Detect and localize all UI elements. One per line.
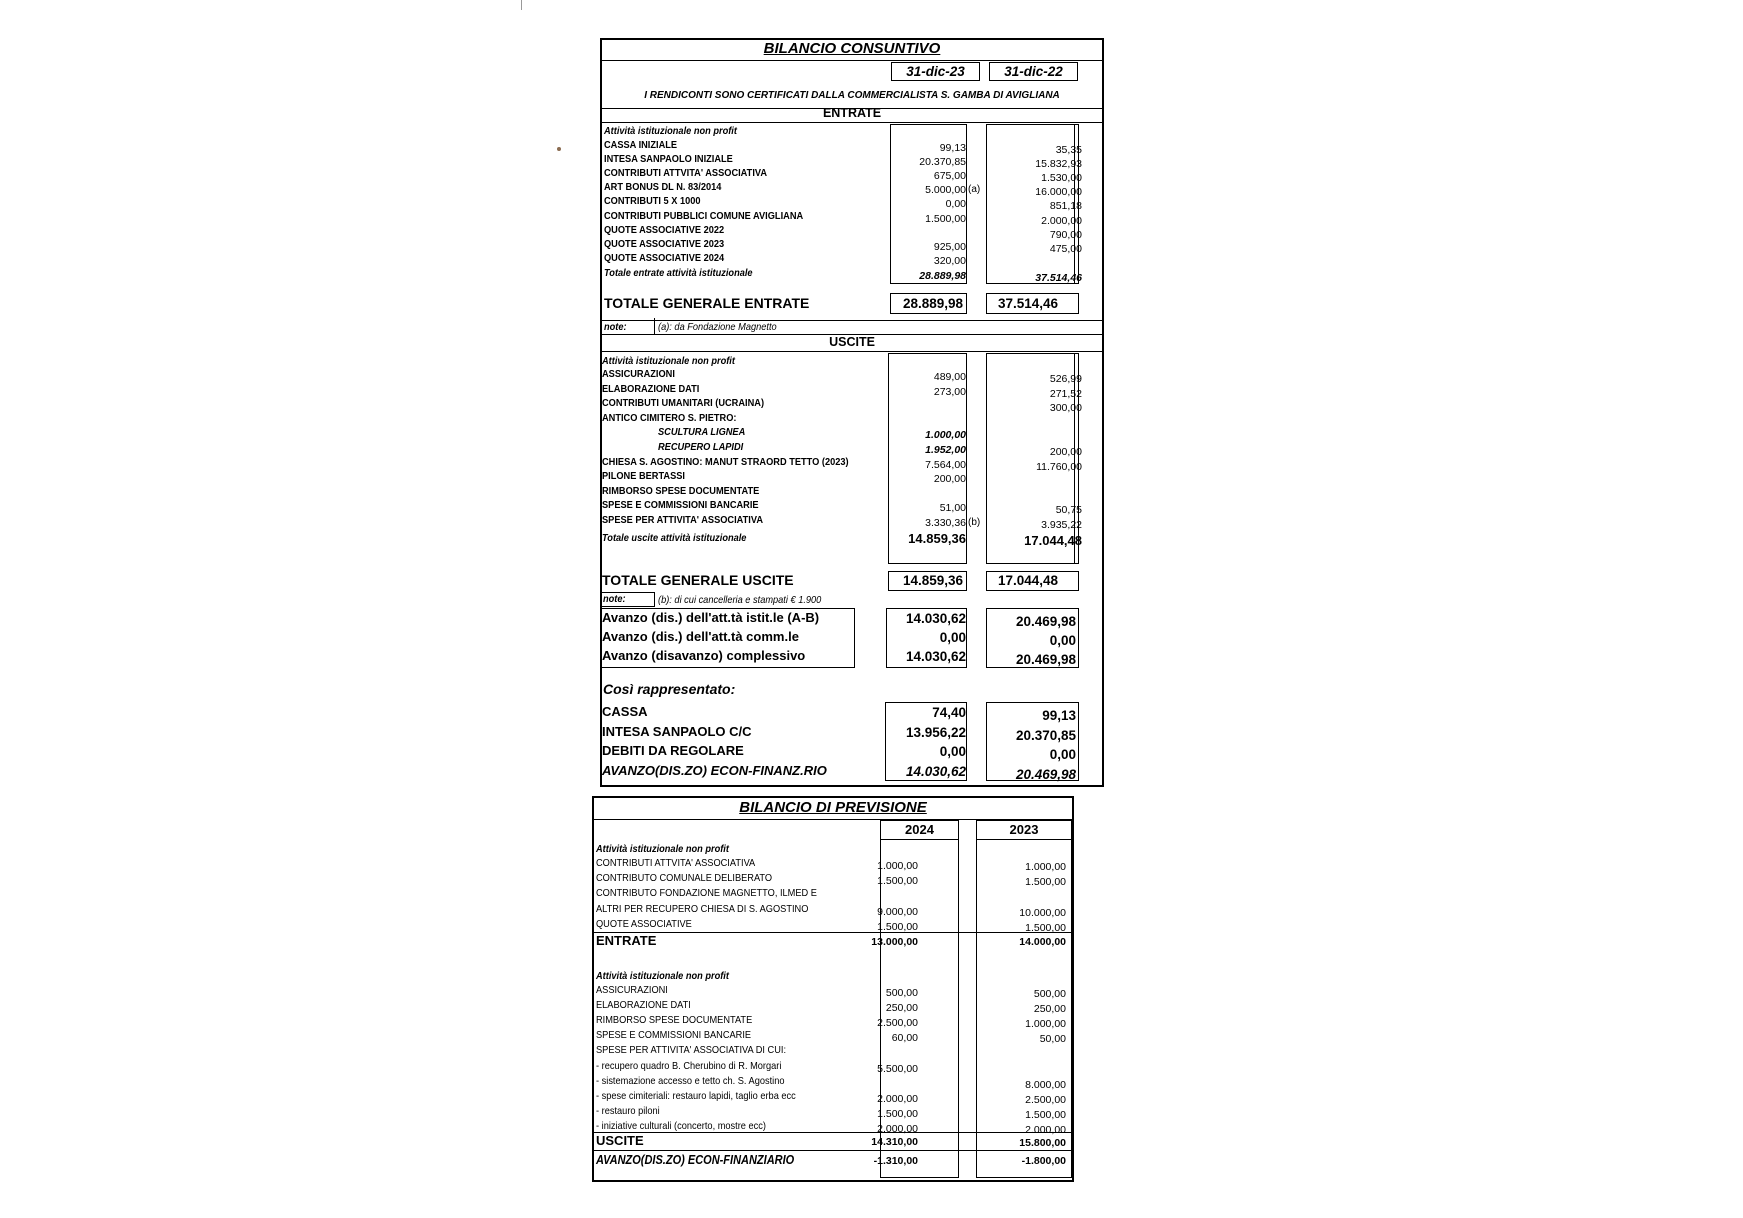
uscite-total-label: Totale uscite attività istituzionale <box>602 532 747 544</box>
uscite-total-row <box>602 530 1102 548</box>
entrate-row-2022: 1.530,00 <box>1041 172 1082 185</box>
totale-entrate-2023: 28.889,98 <box>902 296 963 311</box>
previsione-uscite-row <box>594 999 1072 1014</box>
previsione-entrate-b: 1.500,00 <box>1025 921 1066 934</box>
avanzo-row-2022: 0,00 <box>1049 633 1076 648</box>
rappresentato-row <box>602 724 1102 743</box>
uscite-total-2022: 17.044,48 <box>1024 533 1082 548</box>
uscite-total-2023: 14.859,36 <box>908 531 966 546</box>
previsione-uscite-row <box>594 1029 1072 1044</box>
totale-uscite-2022-box <box>986 571 1079 591</box>
previsione-uscite-row <box>594 1075 1072 1090</box>
entrate-row-label: QUOTE ASSOCIATIVE 2024 <box>604 251 725 264</box>
totale-generale-entrate-label: TOTALE GENERALE ENTRATE <box>604 295 810 311</box>
entrate-row-2022: 790,00 <box>1049 228 1082 241</box>
uscite-row-2022: 50,75 <box>1055 504 1082 517</box>
avanzo-row-2022: 20.469,98 <box>1015 652 1076 667</box>
uscite-row-2023: 489,00 <box>933 371 966 383</box>
totale-generale-uscite-label: TOTALE GENERALE USCITE <box>602 572 794 588</box>
entrate-row-2022: 475,00 <box>1049 242 1082 255</box>
avanzo-row-label: Avanzo (dis.) dell'att.tà comm.le <box>602 629 799 644</box>
date-2022: 31-dic-22 <box>1004 64 1063 79</box>
previsione-entrate-total-row <box>594 933 1072 951</box>
avanzo-row <box>602 648 1102 667</box>
avanzo-row-2023: 14.030,62 <box>905 649 966 664</box>
uscite-row-2023: 1.000,00 <box>925 429 966 442</box>
avanzo-row <box>602 610 1102 629</box>
previsione-uscite-row <box>594 1014 1072 1029</box>
previsione-uscite-b: 1.500,00 <box>1025 1108 1066 1121</box>
previsione-uscite-row <box>594 1060 1072 1075</box>
uscite-row-label: ELABORAZIONE DATI <box>602 382 700 395</box>
entrate-total-2022: 37.514,46 <box>1035 272 1082 284</box>
previsione-uscite-a: 500,00 <box>885 987 918 999</box>
entrate-row <box>602 238 1102 253</box>
rappresentato-row <box>602 763 1102 782</box>
totale-uscite-2023: 14.859,36 <box>902 573 963 588</box>
previsione-uscite-b: 8.000,00 <box>1025 1078 1066 1091</box>
uscite-row-2022: 200,00 <box>1049 446 1082 458</box>
entrate-section-label: Attività istituzionale non profit <box>604 125 737 137</box>
entrate-total-label: Totale entrate attività istituzionale <box>604 267 753 279</box>
entrate-row <box>602 252 1102 267</box>
entrate-row-label: QUOTE ASSOCIATIVE 2022 <box>604 223 725 236</box>
previsione-uscite-label: - recupero quadro B. Cherubino di R. Morgari <box>596 1059 782 1072</box>
previsione-uscite-row <box>594 1090 1072 1105</box>
previsione-uscite-label: - sistemazione accesso e tetto ch. S. Agostino <box>596 1074 785 1087</box>
date-2022-box <box>989 62 1078 81</box>
previsione-uscite-label: - spese cimiteriali: restauro lapidi, taglio erba ecc <box>596 1089 796 1102</box>
rappresentato-row-2022: 20.370,85 <box>1015 727 1076 743</box>
totale-entrate-2023-box <box>890 293 967 314</box>
previsione-entrate-section: Attività istituzionale non profit <box>596 843 729 855</box>
previsione-entrate-label: CONTRIBUTI ATTVITA' ASSOCIATIVA <box>596 857 756 869</box>
previsione-uscite-a: 5.500,00 <box>877 1062 918 1075</box>
uscite-row <box>602 514 1102 529</box>
entrate-row-2023: 5.000,00 <box>925 184 966 197</box>
previsione-uscite-section: Attività istituzionale non profit <box>596 970 729 982</box>
uscite-row-label: RECUPERO LAPIDI <box>658 441 744 453</box>
uscite-row-2023: 1.952,00 <box>925 444 966 456</box>
uscite-row-label: CONTRIBUTI UMANITARI (UCRAINA) <box>602 397 765 410</box>
uscite-row <box>602 441 1102 456</box>
uscite-note-text: (b): di cui cancelleria e stampati € 1.900 <box>658 594 822 606</box>
rappresentato-row-2023: 13.956,22 <box>905 724 966 740</box>
entrate-row-label: CONTRIBUTI PUBBLICI COMUNE AVIGLIANA <box>604 209 804 222</box>
previsione-uscite-label: - iniziative culturali (concerto, mostre ecc) <box>596 1119 766 1132</box>
entrate-row <box>602 153 1102 171</box>
uscite-row-2022: 271,52 <box>1049 387 1082 400</box>
previsione-uscite-total-a: 14.310,00 <box>871 1136 918 1148</box>
uscite-row-2022: 526,99 <box>1049 373 1082 385</box>
uscite-row-2023: 200,00 <box>933 473 966 486</box>
uscite-row-mark: (b) <box>968 517 981 528</box>
previsione-entrate-row <box>594 903 1072 918</box>
entrate-row-2022: 851,18 <box>1049 200 1082 213</box>
previsione-uscite-a: 2.500,00 <box>877 1017 918 1030</box>
uscite-row <box>602 470 1102 485</box>
previsione-title: BILANCIO DI PREVISIONE <box>739 799 927 816</box>
previsione-uscite-total-label: USCITE <box>596 1133 644 1148</box>
avanzo-row <box>602 629 1102 648</box>
year-2023: 2023 <box>1009 822 1039 837</box>
entrate-header: ENTRATE <box>822 106 882 120</box>
previsione-uscite-a: 60,00 <box>891 1032 918 1045</box>
previsione-entrate-a: 1.000,00 <box>877 860 918 872</box>
uscite-row <box>602 499 1102 517</box>
previsione-uscite-label: ELABORAZIONE DATI <box>596 999 691 1012</box>
entrate-row-2023: 0,00 <box>945 198 966 211</box>
previsione-uscite-a: 2.000,00 <box>877 1092 918 1105</box>
uscite-row <box>602 456 1102 471</box>
uscite-row-label: PILONE BERTASSI <box>602 470 686 483</box>
entrate-row-2023: 320,00 <box>933 254 966 267</box>
uscite-row-label: ANTICO CIMITERO S. PIETRO: <box>602 411 737 424</box>
previsione-uscite-b: 1.000,00 <box>1025 1018 1066 1031</box>
entrate-row <box>602 210 1102 225</box>
uscite-note-label: note: <box>603 593 626 605</box>
uscite-row-label: ASSICURAZIONI <box>602 368 675 380</box>
previsione-uscite-b: 2.500,00 <box>1025 1093 1066 1106</box>
uscite-row <box>602 426 1102 441</box>
entrate-note-text: (a): da Fondazione Magnetto <box>658 321 777 333</box>
entrate-row-label: CONTRIBUTI 5 X 1000 <box>604 195 701 208</box>
date-2023-box <box>891 62 980 81</box>
previsione-entrate-label: QUOTE ASSOCIATIVE <box>596 917 692 930</box>
avanzo-row-label: Avanzo (dis.) dell'att.tà istit.le (A-B) <box>602 610 820 625</box>
uscite-row <box>602 383 1102 398</box>
date-2023: 31-dic-23 <box>906 64 965 79</box>
entrate-row-2022: 16.000,00 <box>1035 186 1082 199</box>
previsione-uscite-total-b: 15.800,00 <box>1019 1137 1066 1149</box>
previsione-uscite-label: SPESE E COMMISSIONI BANCARIE <box>596 1029 752 1042</box>
previsione-entrate-row <box>594 887 1072 902</box>
previsione-avanzo-row <box>594 1153 1072 1171</box>
previsione-uscite-row <box>594 1105 1072 1120</box>
entrate-row-label: INTESA SANPAOLO INIZIALE <box>604 153 733 166</box>
avanzo-row-2023: 0,00 <box>939 630 966 645</box>
entrate-total-2023: 28.889,98 <box>919 270 966 282</box>
uscite-row-2022: 300,00 <box>1049 402 1082 415</box>
entrate-row-2022: 2.000,00 <box>1041 214 1082 227</box>
entrate-row-2023: 925,00 <box>933 240 966 253</box>
previsione-avanzo-b: -1.800,00 <box>1021 1155 1066 1167</box>
entrate-row-label: CONTRIBUTI ATTVITA' ASSOCIATIVA <box>604 167 768 180</box>
previsione-uscite-total-row <box>594 1133 1072 1150</box>
avanzo-row-label: Avanzo (disavanzo) complessivo <box>602 648 806 663</box>
previsione-uscite-a: 1.500,00 <box>877 1107 918 1120</box>
uscite-row <box>602 397 1102 415</box>
uscite-row-label: CHIESA S. AGOSTINO: MANUT STRAORD TETTO (2023) <box>602 455 849 468</box>
previsione-entrate-a: 1.500,00 <box>877 875 918 888</box>
uscite-row-2022: 3.935,22 <box>1041 519 1082 531</box>
previsione-uscite-a: 2.000,00 <box>877 1122 918 1135</box>
year-2024: 2024 <box>905 822 934 837</box>
uscite-row-2023: 7.564,00 <box>925 458 966 471</box>
rappresentato-row-2022: 0,00 <box>1049 747 1076 762</box>
entrate-row-label: QUOTE ASSOCIATIVE 2023 <box>604 237 725 250</box>
previsione-avanzo-label: AVANZO(DIS.ZO) ECON-FINANZIARIO <box>596 1153 795 1167</box>
uscite-header: USCITE <box>829 335 875 349</box>
rappresentato-row-label: AVANZO(DIS.ZO) ECON-FINANZ.RIO <box>602 762 827 778</box>
previsione-entrate-b: 10.000,00 <box>1019 906 1066 919</box>
previsione-entrate-label: ALTRI PER RECUPERO CHIESA DI S. AGOSTINO <box>596 902 809 915</box>
rappresentato-row-2023: 74,40 <box>932 705 966 720</box>
entrate-row <box>602 224 1102 239</box>
previsione-entrate-a: 1.500,00 <box>877 920 918 933</box>
uscite-row-2022: 11.760,00 <box>1036 460 1082 473</box>
previsione-entrate-label: CONTRIBUTO FONDAZIONE MAGNETTO, ILMED E <box>596 887 817 900</box>
previsione-uscite-row <box>594 1044 1072 1059</box>
entrate-row-2023: 99,13 <box>939 142 966 154</box>
entrate-row <box>602 167 1102 185</box>
entrate-note-label: note: <box>604 321 627 333</box>
rappresentato-row-label: CASSA <box>602 704 648 719</box>
entrate-row-2023: 1.500,00 <box>925 212 966 225</box>
rappresentato-row-2023: 14.030,62 <box>905 763 966 779</box>
previsione-uscite-label: ASSICURAZIONI <box>596 984 668 996</box>
uscite-row <box>602 485 1102 500</box>
previsione-entrate-b: 1.000,00 <box>1025 861 1066 873</box>
totale-entrate-2022: 37.514,46 <box>997 296 1058 311</box>
totale-uscite-2022: 17.044,48 <box>997 573 1058 588</box>
entrate-total-row <box>602 267 1102 282</box>
rappresentato-row <box>602 704 1102 723</box>
uscite-row-label: SCULTURA LIGNEA <box>658 426 746 439</box>
previsione-uscite-b: 250,00 <box>1033 1003 1066 1016</box>
consuntivo-title: BILANCIO CONSUNTIVO <box>763 40 941 57</box>
entrate-row-2023: 675,00 <box>933 170 966 183</box>
bilancio-previsione-sheet <box>592 796 1074 1182</box>
rappresentato-row-2023: 0,00 <box>939 744 966 759</box>
entrate-row-2022: 15.832,93 <box>1035 158 1082 171</box>
rappresentato-row-label: DEBITI DA REGOLARE <box>602 743 744 758</box>
previsione-uscite-label: RIMBORSO SPESE DOCUMENTATE <box>596 1014 753 1027</box>
previsione-uscite-b: 500,00 <box>1033 988 1066 1000</box>
uscite-row-2023: 51,00 <box>939 502 966 515</box>
previsione-uscite-b: 50,00 <box>1039 1033 1066 1046</box>
uscite-row-label: SPESE E COMMISSIONI BANCARIE <box>602 499 759 512</box>
uscite-row-label: RIMBORSO SPESE DOCUMENTATE <box>602 484 760 497</box>
uscite-row-2023: 273,00 <box>933 385 966 398</box>
previsione-uscite-row <box>594 984 1072 999</box>
previsione-entrate-total-b: 14.000,00 <box>1019 936 1066 948</box>
uscite-section-label: Attività istituzionale non profit <box>602 355 735 367</box>
previsione-entrate-total-a: 13.000,00 <box>871 936 918 948</box>
entrate-row <box>602 181 1102 199</box>
certification-note: I RENDICONTI SONO CERTIFICATI DALLA COMMERCIALISTA S. GAMBA DI AVIGLIANA <box>644 90 1060 101</box>
entrate-row-label: ART BONUS DL N. 83/2014 <box>604 181 722 194</box>
previsione-entrate-label: CONTRIBUTO COMUNALE DELIBERATO <box>596 872 773 885</box>
rappresentato-header: Così rappresentato: <box>603 681 736 697</box>
avanzo-row-2022: 20.469,98 <box>1015 614 1076 629</box>
uscite-row <box>602 368 1102 383</box>
rappresentato-row-2022: 20.469,98 <box>1015 766 1076 782</box>
entrate-row-label: CASSA INIZIALE <box>604 139 678 151</box>
totale-entrate-2022-box <box>986 293 1079 314</box>
scan-speck <box>557 147 561 151</box>
previsione-entrate-a: 9.000,00 <box>877 905 918 918</box>
scan-mark <box>521 0 522 10</box>
totale-uscite-2023-box <box>888 571 967 591</box>
previsione-entrate-total-label: ENTRATE <box>596 933 657 948</box>
rappresentato-row-2022: 99,13 <box>1042 708 1076 723</box>
previsione-entrate-row <box>594 857 1072 872</box>
uscite-row-label: SPESE PER ATTIVITA' ASSOCIATIVA <box>602 514 764 526</box>
previsione-uscite-label: SPESE PER ATTIVITA' ASSOCIATIVA DI CUI: <box>596 1044 787 1057</box>
entrate-row-mark: (a) <box>968 184 981 196</box>
uscite-row-2023: 3.330,36 <box>925 517 966 529</box>
entrate-row <box>602 195 1102 213</box>
previsione-entrate-row <box>594 918 1072 933</box>
previsione-entrate-b: 1.500,00 <box>1025 876 1066 889</box>
avanzo-row-2023: 14.030,62 <box>905 611 966 626</box>
rappresentato-row-label: INTESA SANPAOLO C/C <box>602 723 752 739</box>
bilancio-consuntivo-sheet <box>600 38 1104 787</box>
previsione-entrate-row <box>594 872 1072 887</box>
uscite-row <box>602 412 1102 427</box>
previsione-uscite-label: - restauro piloni <box>596 1104 660 1117</box>
previsione-uscite-b: 2.000,00 <box>1025 1123 1066 1136</box>
entrate-row <box>602 139 1102 154</box>
previsione-avanzo-a: -1.310,00 <box>873 1155 918 1167</box>
previsione-uscite-a: 250,00 <box>885 1002 918 1015</box>
entrate-row-2022: 35,35 <box>1055 144 1082 156</box>
rappresentato-row <box>602 743 1102 762</box>
entrate-row-2023: 20.370,85 <box>919 156 966 169</box>
